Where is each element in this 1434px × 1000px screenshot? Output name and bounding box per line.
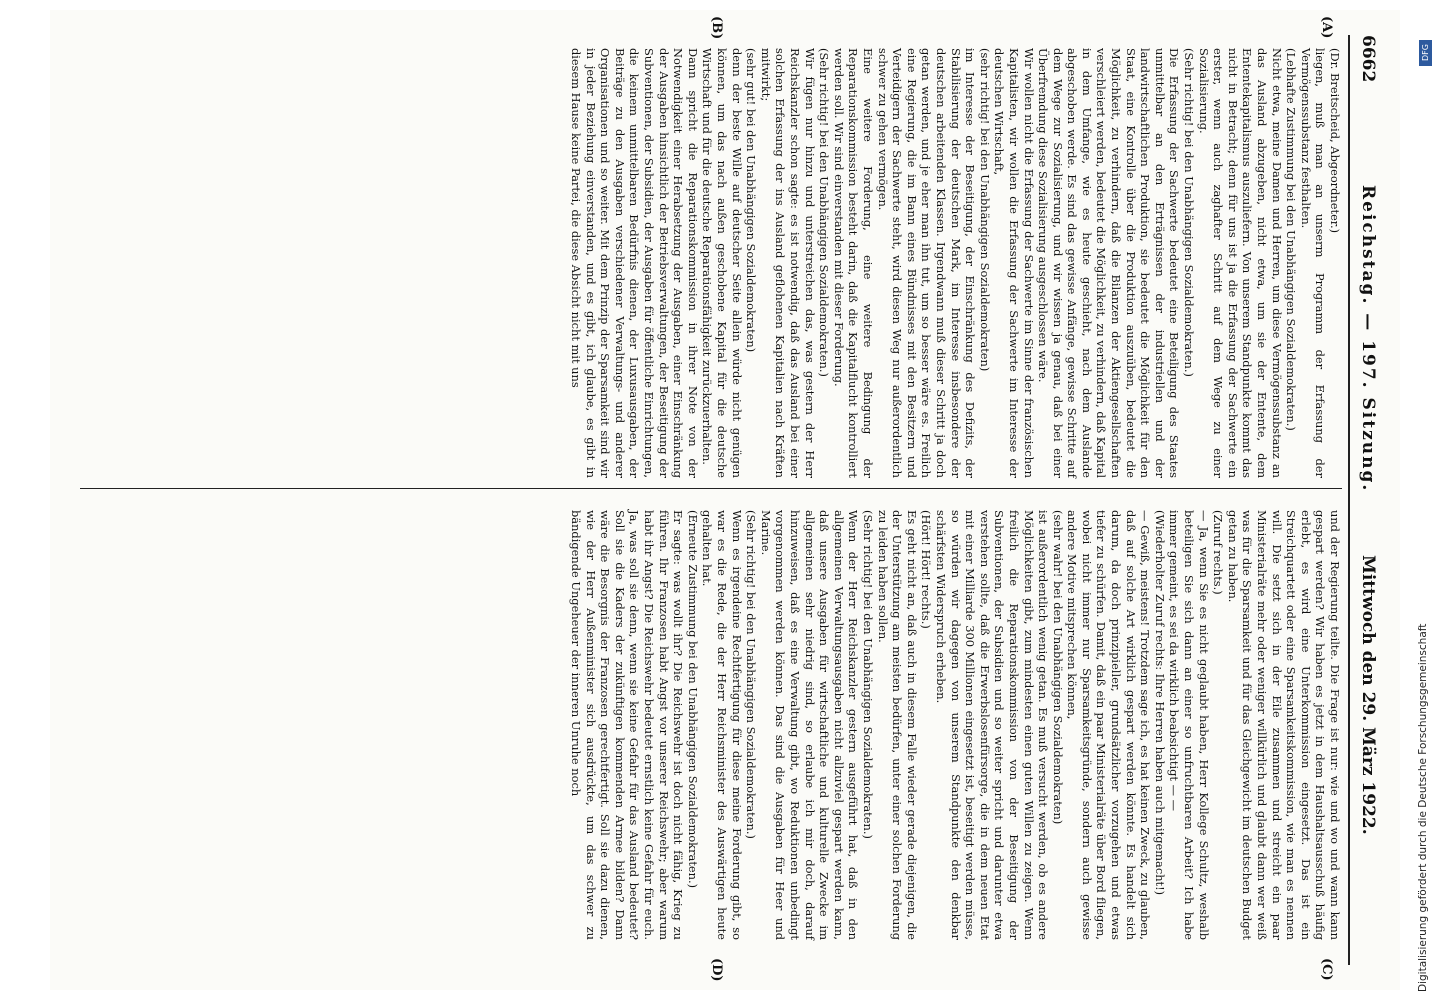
session-date: Mittwoch den 29. März 1922. <box>1358 555 1378 835</box>
session-title: Reichstag. — 197. Sitzung. <box>1358 185 1378 493</box>
header-rule <box>1348 35 1350 965</box>
page-header <box>1350 35 1378 965</box>
margin-marker-a: (A) <box>1319 16 1334 39</box>
page-number: 6662 <box>1358 35 1378 83</box>
column-divider <box>80 488 1342 489</box>
margin-marker-d: (D) <box>709 958 724 982</box>
text-column-left: (Dr. Breitscheid, Abgeordneter.) liegen, muß man an unserm Programm der Erfassung der Vermögenssubstanz festhalten. (Lebhafte Zustimmung bei den Unabhängigen Sozialdemokraten.) Nicht etwa, meine Damen und Herren, um diese Vermögenssubstanz an das Ausland abzugeben, nicht etwa, um sie der Entente, dem Ententekapitalismus auszuliefern. Von unserem Standpunkte kommt das nicht in Betracht; denn für uns ist ja die Erfassung der Sachwerte ein erster, wenn auch zaghafter Schritt auf dem Wege zu einer Sozialisierung. (Sehr richtig! bei den Unabhängigen Sozialdemokraten.) Die Erfassung der Sachwerte bedeutet eine Beteiligung des Staates unmittelbar an den Erträgnissen der industriellen und der landwirtschaftlichen Produktion, sie bedeutet die Möglichkeit für den Staat, eine Kontrolle über die Produktion auszuüben, bedeutet die Möglichkeit, zu verhindern, daß die Bilanzen der Aktiengesellschaften verschleiert werden, bedeutet die Möglichkeit, zu verhindern, daß Kapital in dem Umfange, wie es heute geschieht, nach dem Auslande abgeschoben werde. Es sind das gewisse Anfänge, gewisse Schritte auf dem Wege zur Sozialisierung, und wir wissen ja genau, daß bei einer Überfremdung diese Sozialisierung ausgeschlossen wäre. Wir wollen nicht die Erfassung der Sachwerte im Sinne der französischen Kapitalisten, wir wollen die Erfassung der Sachwerte im Interesse der deutschen Wirtschaft, (sehr richtig! bei den Unabhängigen Sozialdemokraten) im Interesse der Beseitigung, der Einschränkung des Defizits, der Stabilisierung der deutschen Mark, im Interesse insbesondere der deutschen arbeitenden Klassen. Irgendwann muß dieser Schritt ja doch getan werden, und je eher man ihn tut, um so besser wäre es. Freilich eine Regierung, die im Bann eines Bündnisses mit den Besitzern und Verteidigern der Sachwerte steht, wird diesen Weg nur außerordentlich schwer zu gehen vermögen. Eine weitere Forderung, eine weitere Bedingung der Reparationskommission besteht darin, daß die Kapitalflucht kontrolliert werden soll. Wir sind einverstanden mit dieser Forderung. (Sehr richtig! bei den Unabhängigen Sozialdemokraten.) Wir fügen nur hinzu und unterstreichen das, was gestern der Herr Reichskanzler schon sagte: es ist notwendig, daß das Ausland bei einer solchen Erfassung der ins Ausland geflohenen Kapitalien nach Kräften mitwirkt; (sehr gut! bei den Unabhängigen Sozialdemokraten) denn der beste Wille auf deutscher Seite allein würde nicht genügen können, um das nach außen geschobene Kapital für die deutsche Wirtschaft und für die deutsche Reparationsfähigkeit zurückzuerhalten. Dann spricht die Reparationskommission in ihrer Note von der Notwendigkeit einer Herabsetzung der Ausgaben, einer Einschränkung der Ausgaben hinsichtlich der Betriebsverwaltungen, der Beseitigung der Subventionen, der Subsidien, der Ausgaben für öffentliche Einrichtungen, die keinem unmittelbaren Bedürfnis dienen, der Luxusausgaben, der Beiträge zu den Ausgaben verschiedener Verwaltungs- und anderer Organisationen und so weiter. Mit dem Prinzip der Sparsamkeit sind wir in jeder Beziehung einverstanden, und es gibt, ich glaube, es gibt in diesem Hause keine Partei, die diese Absicht nicht mit uns <box>569 48 1342 478</box>
document-page <box>50 10 1400 990</box>
margin-marker-c: (C) <box>1319 958 1334 981</box>
digitization-credit: Digitalisierung gefördert durch die Deutsche Forschungsgemeinschaft <box>1417 623 1429 992</box>
dfg-logo: DFG <box>1419 40 1432 66</box>
text-column-right: und der Regierung teilte. Die Frage ist nur: wie und wo und wann kann gespart werden? Wir haben es jetzt in dem Haushaltsausschuß häufig erlebt, es wird eine Unterkommission eingesetzt. Das ist ein Streichquartett oder eine Sparsamkeitskommission, wie man es nennen will. Die setzt sich in der Eile zusammen und streicht ein paar Ministerialräte mehr oder weniger willkürlich und glaubt dann wer weiß was für die Sparsamkeit und für das Gleichgewicht im deutschen Budget getan zu haben. (Zuruf rechts.) — Ja, wenn Sie es nicht geglaubt haben, Herr Kollege Schultz, weshalb beteiligen Sie sich dann an einer so unfruchtbaren Arbeit? Ich habe immer gemeint, es sei da wirklich beabsichtigt — — (Wiederholter Zuruf rechts: Ihre Herren haben auch mitgemacht!) — Gewiß, meistens! Trotzdem sage ich, es hat keinen Zweck, zu glauben, daß auf solche Art wirklich gespart werden könnte. Es handelt sich darum, da doch prinzipieller, grundsätzlicher vorzugehen und etwas tiefer zu schürfen. Damit, daß ein paar Ministerialräte über Bord fliegen, wobei nicht immer nur Sparsamkeitsgründe, sondern auch gewisse andere Motive mitsprechen können, (sehr wahr! bei den Unabhängigen Sozialdemokraten) ist außerordentlich wenig getan. Es muß versucht werden, ob es andere Möglichkeiten gibt, zum mindesten einen guten Willen zu zeigen. Wenn freilich die Reparationskommission von der Beseitigung der Subventionen, der Subsidien und so weiter spricht und darunter etwa verstehen sollte, daß die Erwerbslosenfürsorge, die in dem neuen Etat mit einer Milliarde 300 Millionen eingesetzt ist, beseitigt werden müsse, so würden wir dagegen von unserem Standpunkte den denkbar schärfsten Widerspruch erheben. (Hört! Hört! rechts.) Es geht nicht an, daß auch in diesem Falle wieder gerade diejenigen, die der Unterstützung am meisten bedürfen, unter einer solchen Forderung zu leiden haben sollen. (Sehr richtig! bei den Unabhängigen Sozialdemokraten.) Wenn der Herr Reichskanzler gestern ausgeführt hat, daß in den allgemeinen Verwaltungsausgaben nicht allzuviel gespart werden kann, daß unsere Ausgaben für wirtschaftliche und kulturelle Zwecke im allgemeinen sehr niedrig sind, so erlaube ich mir doch, darauf hinzuweisen, daß es eine Verwaltung gibt, wo Reduktionen unbedingt vorgenommen werden können. Das sind die Ausgaben für Heer und Marine. (Sehr richtig! bei den Unabhängigen Sozialdemokraten.) Wenn es irgendeine Rechtfertigung für diese meine Forderung gibt, so war es die Rede, die der Herr Reichsminister des Auswärtigen heute gehalten hat. (Erneute Zustimmung bei den Unabhängigen Sozialdemokraten.) Er sagte: was wollt ihr? Die Reichswehr ist doch nicht fähig, Krieg zu führen. Ihr Franzosen habt Angst vor unserer Reichswehr; aber warum habt ihr Angst? Die Reichswehr bedeutet ernstlich keine Gefahr für euch. Ja, was soll sie denn, wenn sie keine Gefahr für das Ausland bedeutet? Soll sie die Kaders der zukünftigen kommenden Armee bilden? Dann wäre die Besorgnis der Franzosen gerechtfertigt. Soll sie dazu dienen, wie der Herr Außenminister sich ausdrückte, um das schwer zu bändigende Ungeheuer der inneren Unruhe noch <box>569 510 1342 940</box>
margin-marker-b: (B) <box>709 16 724 40</box>
